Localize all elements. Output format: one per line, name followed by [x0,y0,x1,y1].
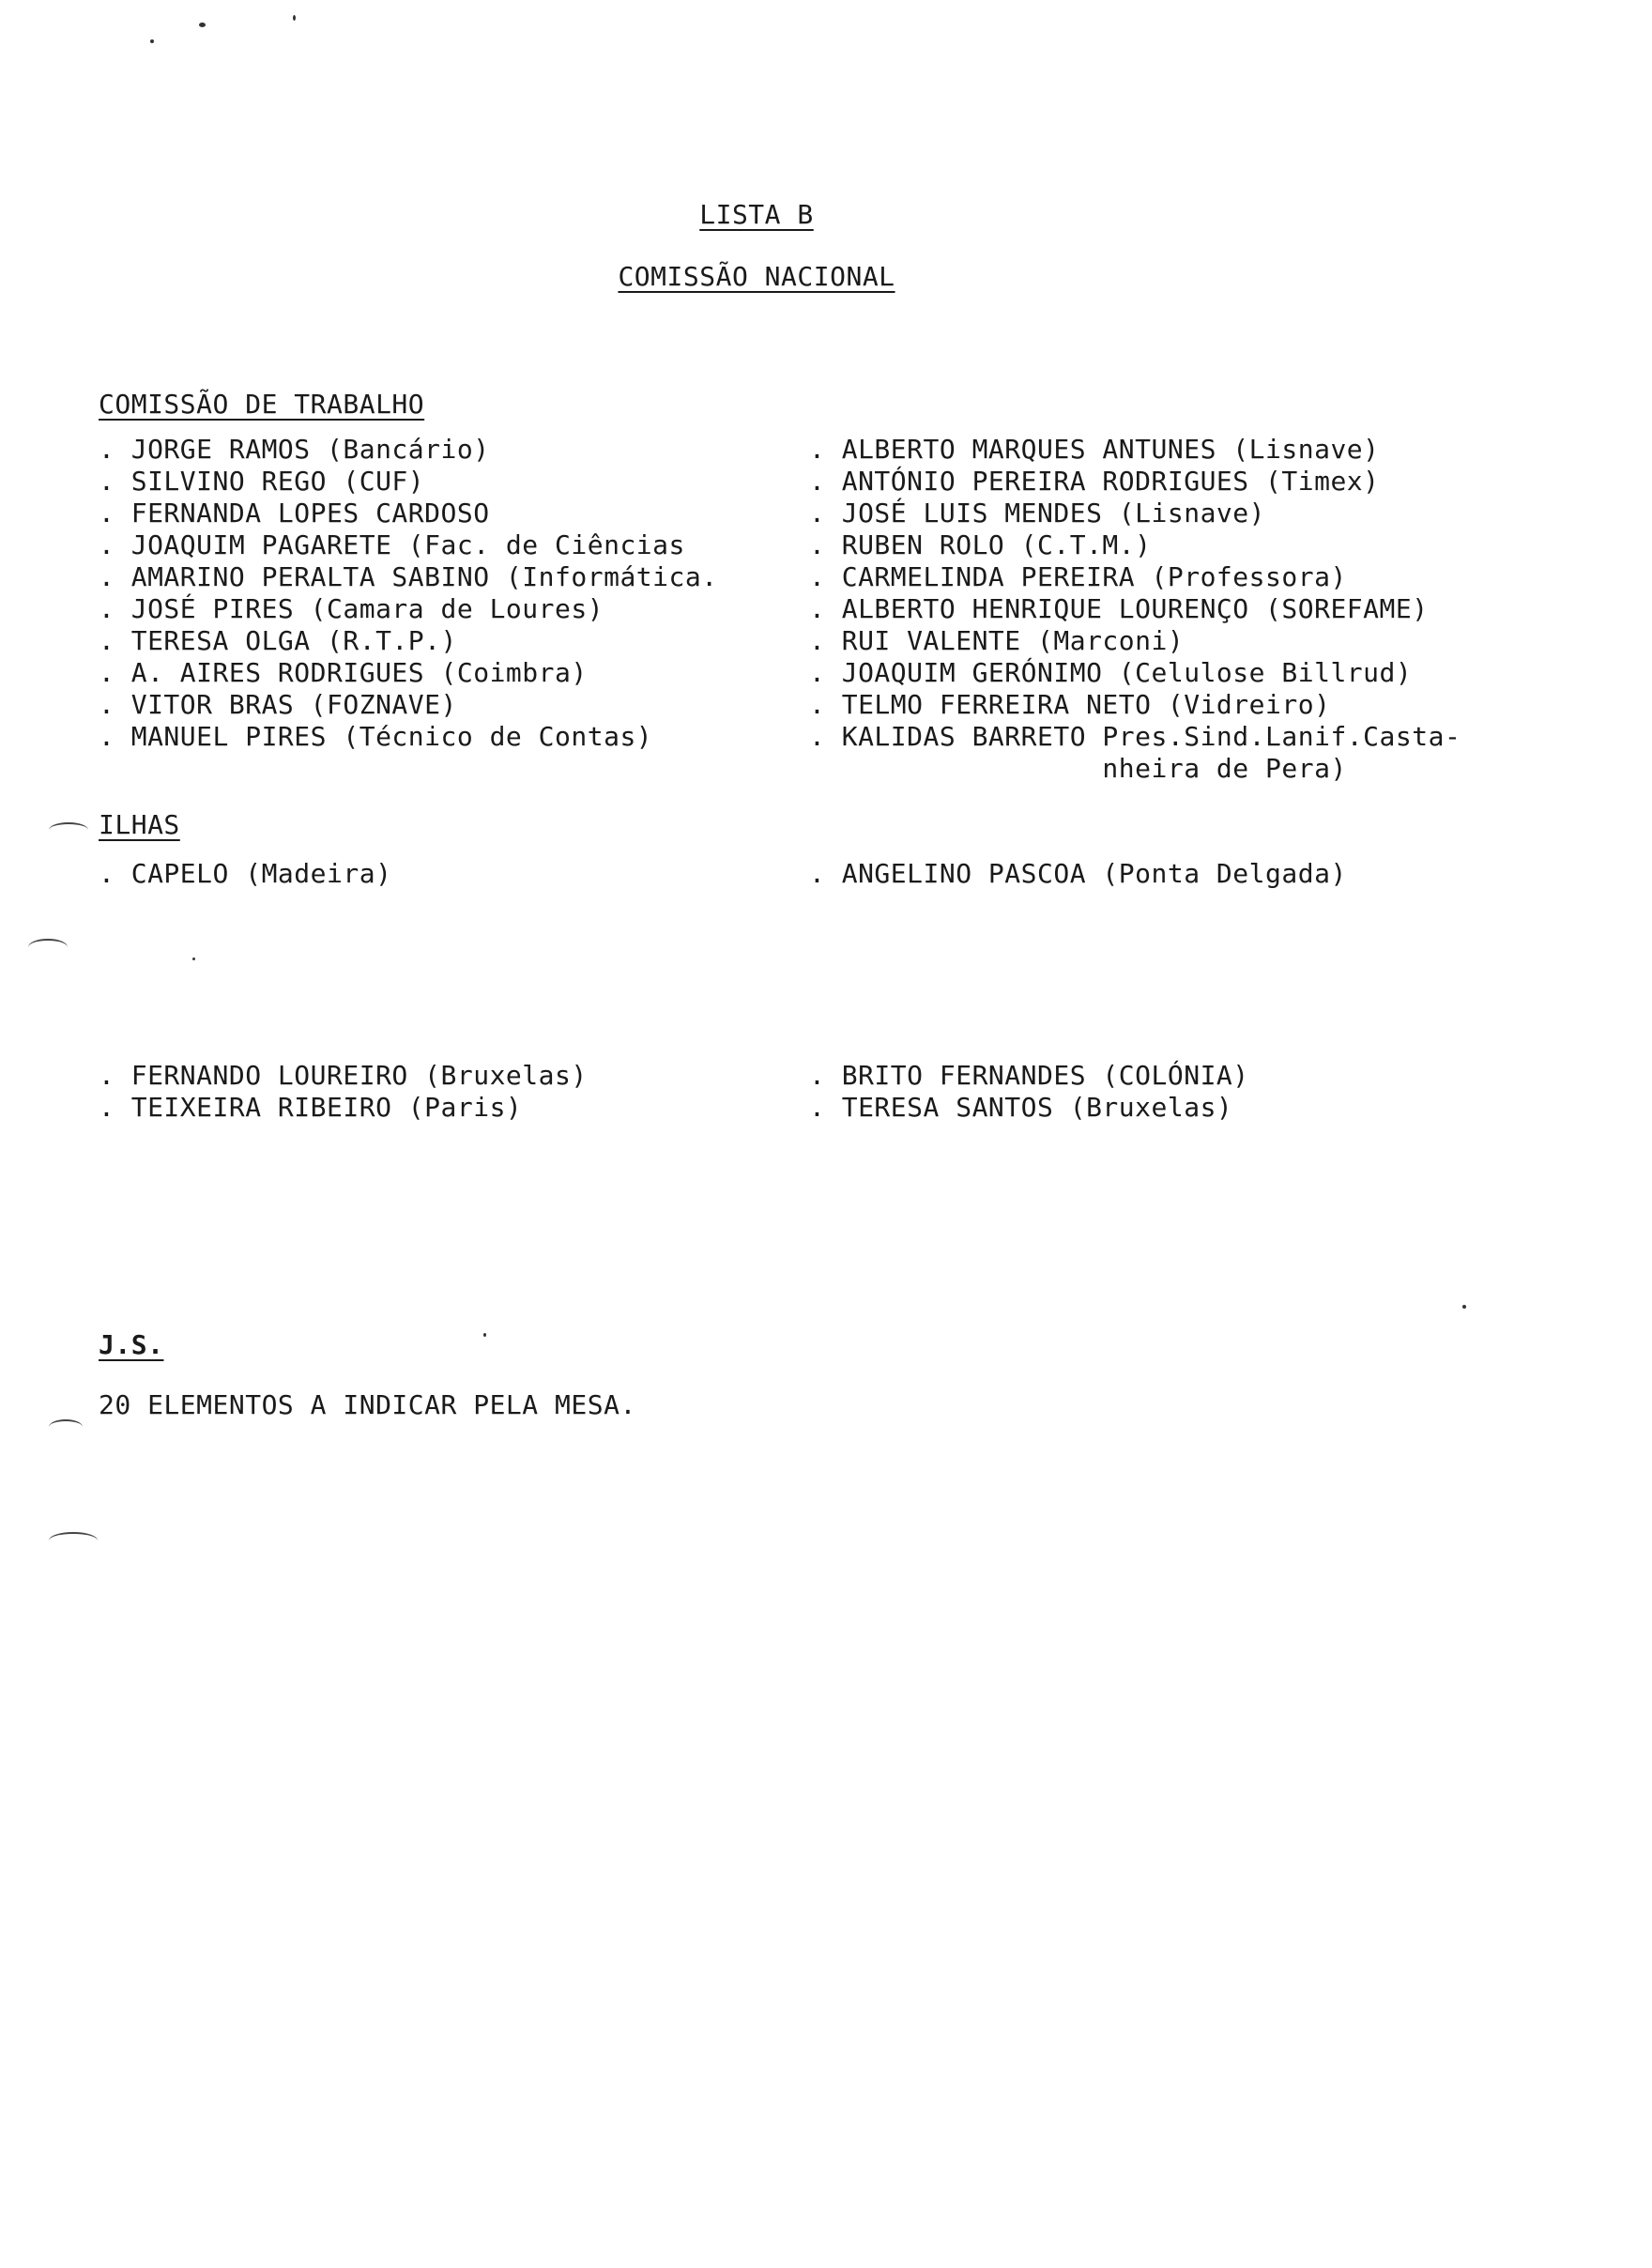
punch-hole-mark [49,822,88,837]
list-item: . VITOR BRAS (FOZNAVE) [99,689,457,720]
list-item: nheira de Pera) [809,753,1347,784]
list-item: . ALBERTO HENRIQUE LOURENÇO (SOREFAME) [809,593,1429,624]
scan-speck [293,15,296,21]
list-item: . KALIDAS BARRETO Pres.Sind.Lanif.Casta- [809,721,1461,752]
scan-speck [192,958,195,960]
list-item: . TEIXEIRA RIBEIRO (Paris) [99,1092,523,1123]
section-heading-comissao-trabalho: COMISSÃO DE TRABALHO [99,389,425,420]
list-item: . FERNANDO LOUREIRO (Bruxelas) [99,1060,588,1091]
list-item: . BRITO FERNANDES (COLÓNIA) [809,1060,1249,1091]
list-item: . CARMELINDA PEREIRA (Professora) [809,561,1347,592]
list-item: . A. AIRES RODRIGUES (Coimbra) [99,657,588,688]
scan-speck [199,23,206,27]
punch-hole-mark [49,1419,83,1434]
list-item: . JOAQUIM PAGARETE (Fac. de Ciências [99,529,685,560]
list-item: . CAPELO (Madeira) [99,858,392,889]
list-item: . TELMO FERREIRA NETO (Vidreiro) [809,689,1331,720]
list-item: . ANTÓNIO PEREIRA RODRIGUES (Timex) [809,466,1380,497]
scan-speck [1462,1305,1466,1309]
list-item: . TERESA SANTOS (Bruxelas) [809,1092,1233,1123]
list-item: . RUI VALENTE (Marconi) [809,625,1185,656]
list-item: . MANUEL PIRES (Técnico de Contas) [99,721,653,752]
list-item: . AMARINO PERALTA SABINO (Informática. [99,561,718,592]
list-item: . JOSÉ PIRES (Camara de Loures) [99,593,604,624]
punch-hole-mark [28,939,68,956]
list-item: . JORGE RAMOS (Bancário) [99,434,490,465]
list-item: . SILVINO REGO (CUF) [99,466,425,497]
list-item: . TERESA OLGA (R.T.P.) [99,625,457,656]
section-heading-js: J.S. [99,1329,164,1360]
list-item: . RUBEN ROLO (C.T.M.) [809,529,1152,560]
list-item: . JOAQUIM GERÓNIMO (Celulose Billrud) [809,657,1413,688]
comissao-trabalho-left-column [99,434,718,753]
list-item: . JOSÉ LUIS MENDES (Lisnave) [809,498,1266,529]
scan-speck [483,1333,486,1337]
emigracao-right-column [809,1060,1249,1124]
list-item: . ALBERTO MARQUES ANTUNES (Lisnave) [809,434,1380,465]
document-subtitle: COMISSÃO NACIONAL [618,261,895,292]
comissao-trabalho-right-column [809,434,1461,785]
emigracao-left-column [99,1060,588,1124]
section-heading-ilhas: ILHAS [99,809,180,840]
document-title: LISTA B [699,199,814,230]
punch-hole-mark [49,1532,98,1549]
scan-speck [150,39,154,43]
js-text: 20 ELEMENTOS A INDICAR PELA MESA. [99,1389,636,1420]
list-item: . ANGELINO PASCOA (Ponta Delgada) [809,858,1347,889]
list-item: . FERNANDA LOPES CARDOSO [99,498,490,529]
